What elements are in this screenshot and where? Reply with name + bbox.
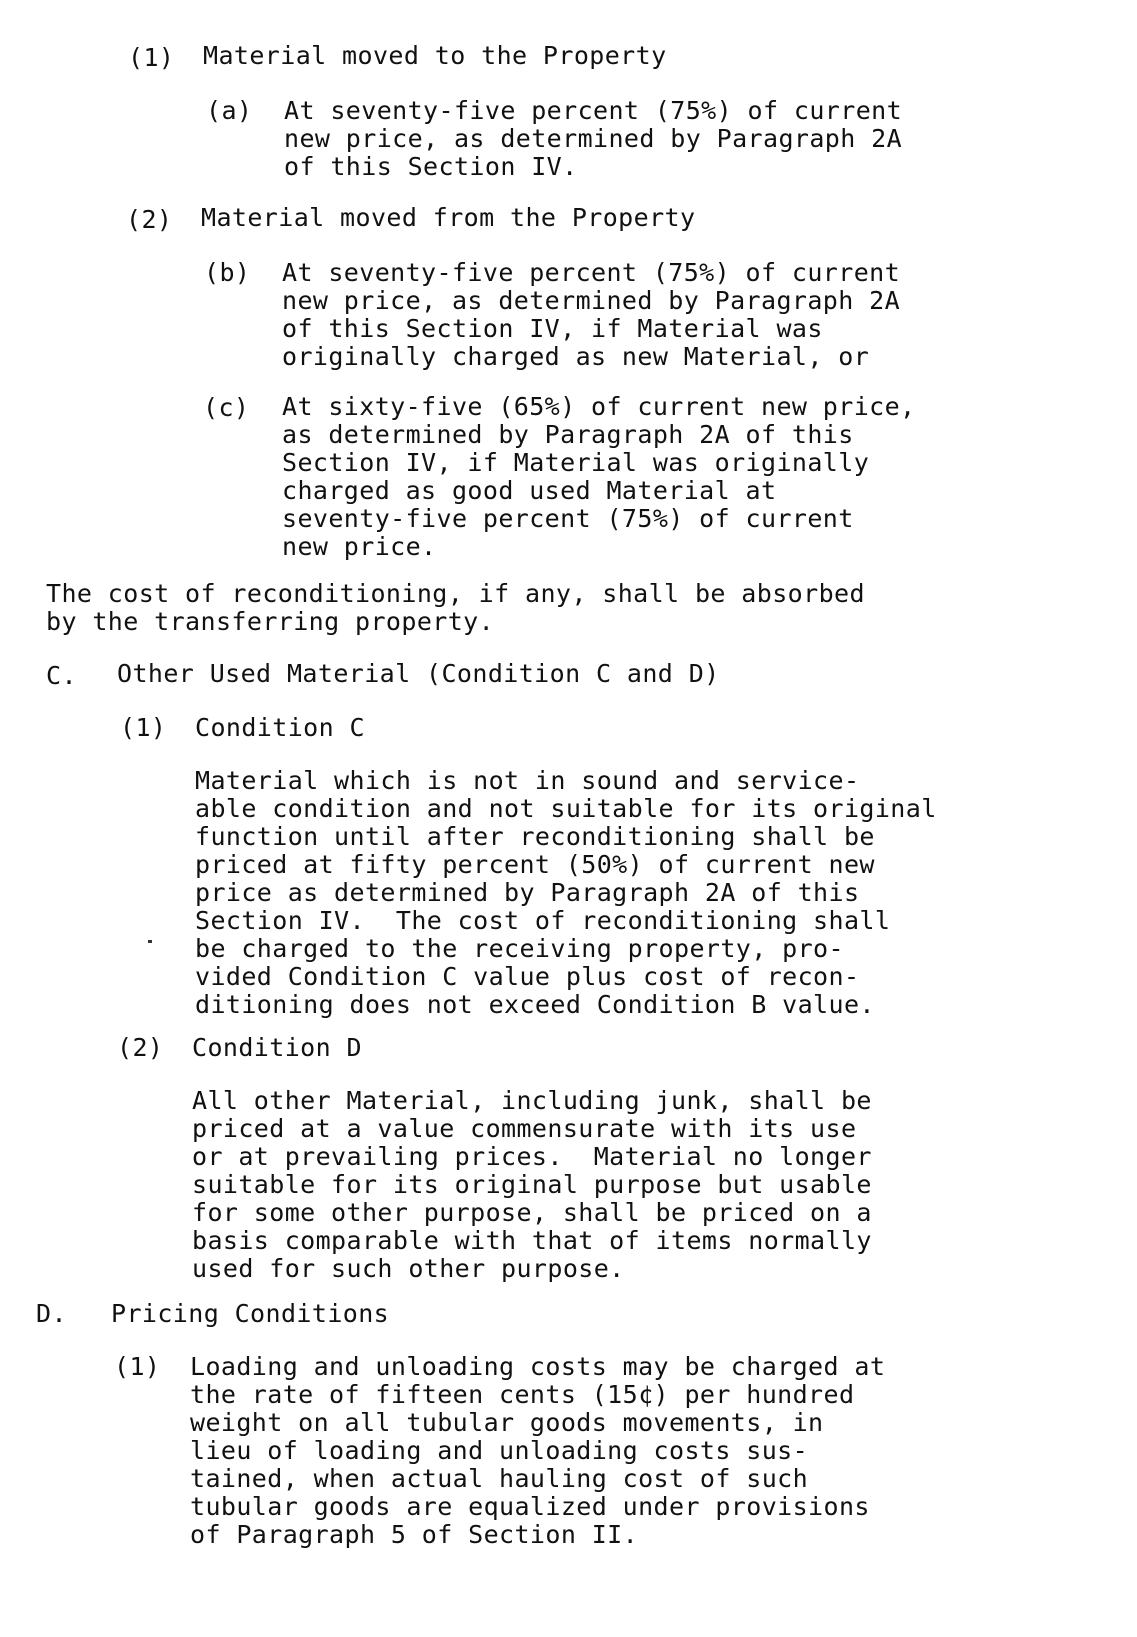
sub-item-text [282,393,916,561]
text-line: the rate of fifteen cents (15¢) per hundred [190,1380,855,1409]
sub-item-letter: (a) [206,96,253,125]
text-line: new price, as determined by Paragraph 2A [284,124,903,153]
text-line: At sixty-five (65%) of current new price, [282,392,916,421]
text-line: tained, when actual hauling cost of such [190,1464,809,1493]
reconditioning-note [46,580,865,636]
section-title: Pricing Conditions [111,1299,390,1328]
text-line: tubular goods are equalized under provisions [190,1492,870,1521]
text-line: of this Section IV. [284,152,578,181]
text-line: be charged to the receiving property, pro- [195,934,844,963]
text-line: originally charged as new Material, or [282,342,870,371]
pricing-condition-text [190,1353,885,1549]
text-line: of Paragraph 5 of Section II. [190,1520,639,1549]
item-number: (2) [117,1033,164,1062]
text-line: priced at a value commensurate with its use [192,1114,857,1143]
text-line: seventy-five percent (75%) of current [282,504,854,533]
text-line: charged as good used Material at [282,476,777,505]
item-title: Condition D [192,1033,362,1062]
text-line: priced at fifty percent (50%) of current new [195,850,875,879]
text-line: or at prevailing prices. Material no longer [192,1142,872,1171]
text-line: Section IV, if Material was originally [282,448,870,477]
text-line: by the transferring property. [46,607,495,636]
text-line: vided Condition C value plus cost of recon- [195,962,860,991]
text-line: Section IV. The cost of reconditioning shall [195,906,891,935]
text-line: ditioning does not exceed Condition B value. [195,990,875,1019]
section-letter: C. [46,661,77,690]
text-line: able condition and not suitable for its original [195,794,937,823]
item-title: Material moved to the Property [203,41,667,70]
item-number: (1) [120,713,167,742]
text-line: Loading and unloading costs may be charged at [190,1352,886,1381]
sub-item-text [282,259,900,371]
text-line: suitable for its original purpose but usable [192,1170,872,1199]
sub-item-letter: (b) [204,258,251,287]
text-line: weight on all tubular goods movements, in [190,1408,824,1437]
text-line: as determined by Paragraph 2A of this [282,420,854,449]
text-line: At seventy-five percent (75%) of current [282,258,901,287]
sub-item-letter: (c) [203,393,250,422]
sub-item-text [284,97,902,181]
item-title: Condition C [195,713,365,742]
item-number: (2) [126,205,173,234]
condition-c-text [195,767,937,1019]
text-line: used for such other purpose. [192,1254,625,1283]
item-number: (1) [128,43,175,72]
text-line: for some other purpose, shall be priced on a [192,1198,872,1227]
text-line: new price, as determined by Paragraph 2A [282,286,901,315]
text-line: The cost of reconditioning, if any, shall be absorbed [46,579,865,608]
item-title: Material moved from the Property [201,203,696,232]
text-line: All other Material, including junk, shall be [192,1086,872,1115]
text-line: At seventy-five percent (75%) of current [284,96,903,125]
text-line: Material which is not in sound and service- [195,766,860,795]
text-line: lieu of loading and unloading costs sus- [190,1436,809,1465]
text-line: price as determined by Paragraph 2A of this [195,878,860,907]
text-line: of this Section IV, if Material was [282,314,823,343]
text-line: function until after reconditioning shall be [195,822,875,851]
stray-mark [148,940,152,943]
text-line: new price. [282,532,437,561]
section-title: Other Used Material (Condition C and D) [117,659,720,688]
condition-d-text [192,1087,872,1283]
text-line: basis comparable with that of items normally [192,1226,872,1255]
item-number: (1) [114,1352,161,1381]
section-letter: D. [36,1299,67,1328]
